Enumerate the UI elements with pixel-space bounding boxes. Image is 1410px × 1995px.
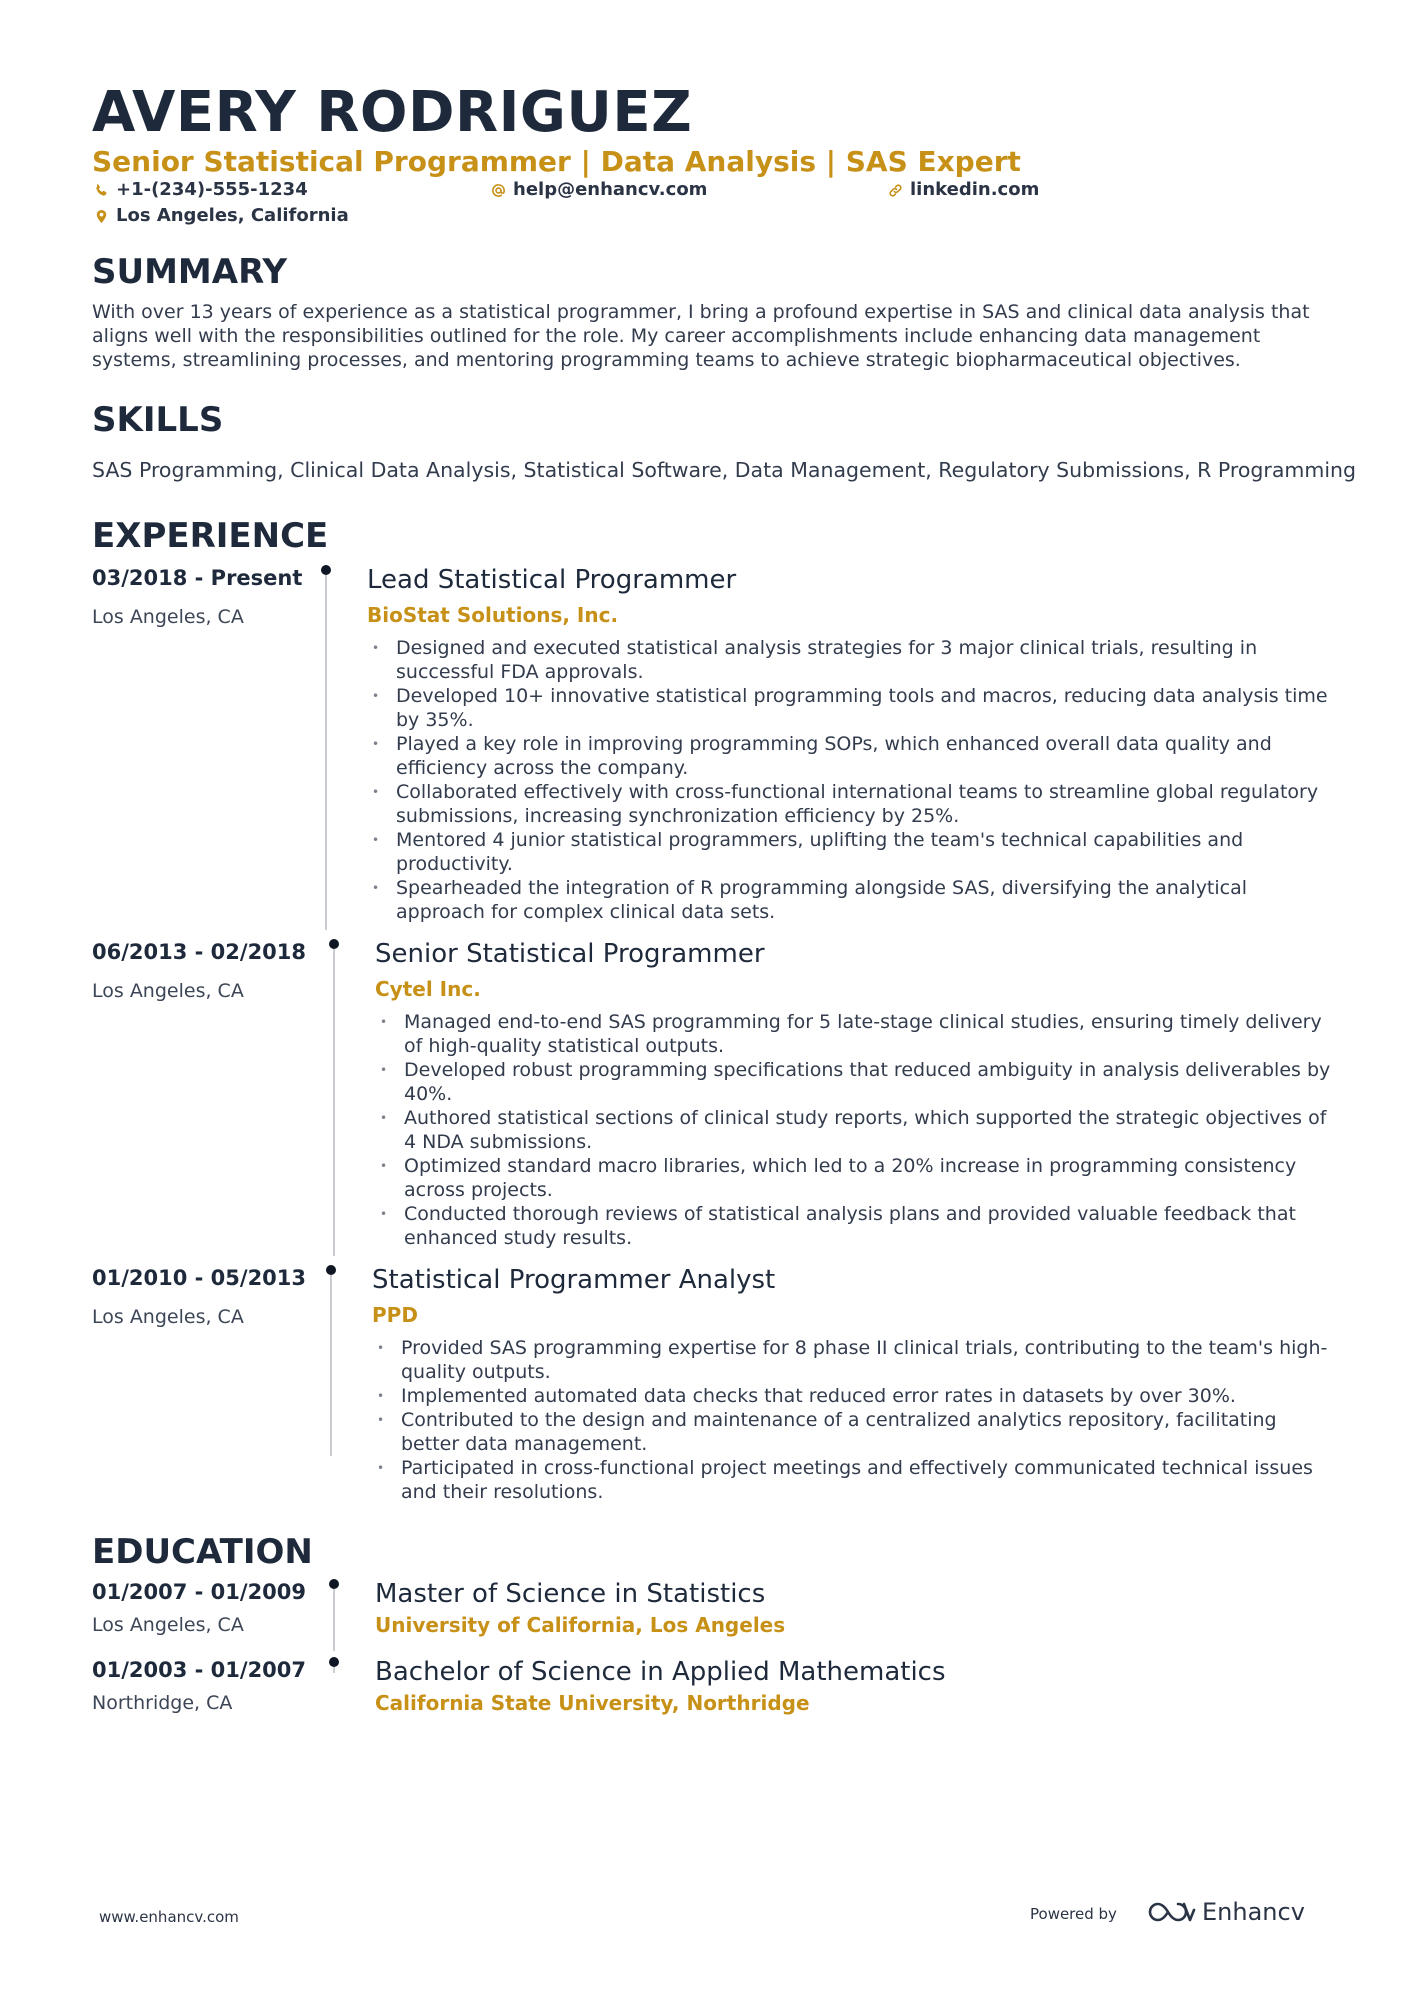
timeline-dot (329, 939, 339, 949)
timeline-line (325, 575, 327, 930)
contact-email[interactable] (489, 178, 707, 202)
job-company: BioStat Solutions, Inc. (367, 603, 619, 627)
job-dates: 06/2013 - 02/2018 (92, 940, 307, 964)
edu-degree: Master of Science in Statistics (375, 1579, 766, 1609)
job-bullet: • Developed robust programming specifications that reduced ambiguity in analysis deliverables by 40%. (376, 1058, 1336, 1106)
job-bullet: • Provided SAS programming expertise for 8 phase II clinical trials, contributing to the team's high-quality outputs. (373, 1336, 1333, 1384)
phone-icon (92, 181, 110, 199)
timeline-line (330, 1275, 332, 1456)
timeline-dot (329, 1579, 339, 1589)
brand-name: Enhancv (1202, 1898, 1305, 1926)
edu-degree: Bachelor of Science in Applied Mathematics (375, 1657, 946, 1687)
skills-text: SAS Programming, Clinical Data Analysis, Statistical Software, Data Management, Regulatory Submissions, R Programming (92, 458, 1357, 482)
job-bullet: • Participated in cross-functional project meetings and effectively communicated technical issues and their resolutions. (373, 1456, 1333, 1504)
at-icon (489, 181, 507, 199)
job-company: PPD (372, 1303, 418, 1327)
location-text: Los Angeles, California (116, 205, 349, 226)
job-bullets (368, 636, 1328, 924)
map-pin-icon (92, 207, 110, 225)
job-bullet: • Authored statistical sections of clinical study reports, which supported the strategic objectives of 4 NDA submissions. (376, 1106, 1336, 1154)
summary-heading: SUMMARY (92, 252, 288, 292)
job-dates: 01/2010 - 05/2013 (92, 1266, 307, 1290)
footer-url[interactable]: www.enhancv.com (99, 1908, 239, 1926)
edu-dates: 01/2007 - 01/2009 (92, 1580, 307, 1604)
timeline-dot (329, 1657, 339, 1667)
job-bullet: • Played a key role in improving programming SOPs, which enhanced overall data quality and efficiency across the company. (368, 732, 1328, 780)
linkedin-text: linkedin.com (910, 179, 1040, 200)
job-bullet: • Developed 10+ innovative statistical programming tools and macros, reducing data analysis time by 35%. (368, 684, 1328, 732)
timeline-line (333, 1589, 335, 1651)
edu-school: California State University, Northridge (375, 1691, 810, 1715)
phone-text: +1-(234)-555-1234 (116, 179, 308, 200)
timeline-dot (321, 565, 331, 575)
job-location: Los Angeles, CA (92, 1306, 244, 1328)
edu-dates: 01/2003 - 01/2007 (92, 1658, 307, 1682)
job-role: Statistical Programmer Analyst (372, 1265, 776, 1295)
job-bullet: • Implemented automated data checks that reduced error rates in datasets by over 30%. (373, 1384, 1333, 1408)
enhancv-logo-icon (1148, 1899, 1196, 1925)
email-text: help@enhancv.com (513, 179, 708, 200)
job-bullet: • Spearheaded the integration of R programming alongside SAS, diversifying the analytical approach for complex clinical data sets. (368, 876, 1328, 924)
job-location: Los Angeles, CA (92, 980, 244, 1002)
job-role: Senior Statistical Programmer (375, 939, 765, 969)
link-icon (886, 181, 904, 199)
job-bullet: • Mentored 4 junior statistical programmers, uplifting the team's technical capabilities and productivity. (368, 828, 1328, 876)
contact-location (92, 204, 349, 228)
job-bullet: • Contributed to the design and maintenance of a centralized analytics repository, facilitating better data management. (373, 1408, 1333, 1456)
experience-heading: EXPERIENCE (92, 516, 329, 556)
summary-text: With over 13 years of experience as a statistical programmer, I bring a profound expertise in SAS and clinical data analysis that aligns well with the responsibilities outlined for the role. My career accomplishments include enhancing data management systems, streamlining processes, and mentoring programming teams to achieve strategic biopharmaceutical objectives. (92, 301, 1310, 371)
edu-location: Northridge, CA (92, 1692, 233, 1714)
candidate-name: AVERY RODRIGUEZ (92, 80, 693, 145)
enhancv-logo[interactable] (1148, 1896, 1305, 1928)
job-location: Los Angeles, CA (92, 606, 244, 628)
job-role: Lead Statistical Programmer (367, 565, 737, 595)
job-dates: 03/2018 - Present (92, 566, 303, 590)
timeline-dot (326, 1265, 336, 1275)
job-company: Cytel Inc. (375, 977, 481, 1001)
job-bullets (373, 1336, 1333, 1504)
job-bullet: • Collaborated effectively with cross-functional international teams to streamline global regulatory submissions, increasing synchronization efficiency by 25%. (368, 780, 1328, 828)
timeline-line (333, 1667, 335, 1673)
powered-by-label: Powered by (1030, 1905, 1117, 1923)
job-bullet: • Optimized standard macro libraries, which led to a 20% increase in programming consistency across projects. (376, 1154, 1336, 1202)
candidate-headline: Senior Statistical Programmer | Data Analysis | SAS Expert (92, 145, 1021, 178)
job-bullets (376, 1010, 1336, 1250)
job-bullet: • Conducted thorough reviews of statistical analysis plans and provided valuable feedback that enhanced study results. (376, 1202, 1336, 1250)
contact-phone (92, 178, 308, 202)
edu-school: University of California, Los Angeles (375, 1613, 786, 1637)
edu-location: Los Angeles, CA (92, 1614, 244, 1636)
job-bullet: • Managed end-to-end SAS programming for 5 late-stage clinical studies, ensuring timely delivery of high-quality statistical outputs. (376, 1010, 1336, 1058)
education-heading: EDUCATION (92, 1532, 313, 1572)
job-bullet: • Designed and executed statistical analysis strategies for 3 major clinical trials, resulting in successful FDA approvals. (368, 636, 1328, 684)
skills-heading: SKILLS (92, 400, 224, 440)
timeline-line (333, 949, 335, 1256)
contact-linkedin[interactable] (886, 178, 1039, 202)
